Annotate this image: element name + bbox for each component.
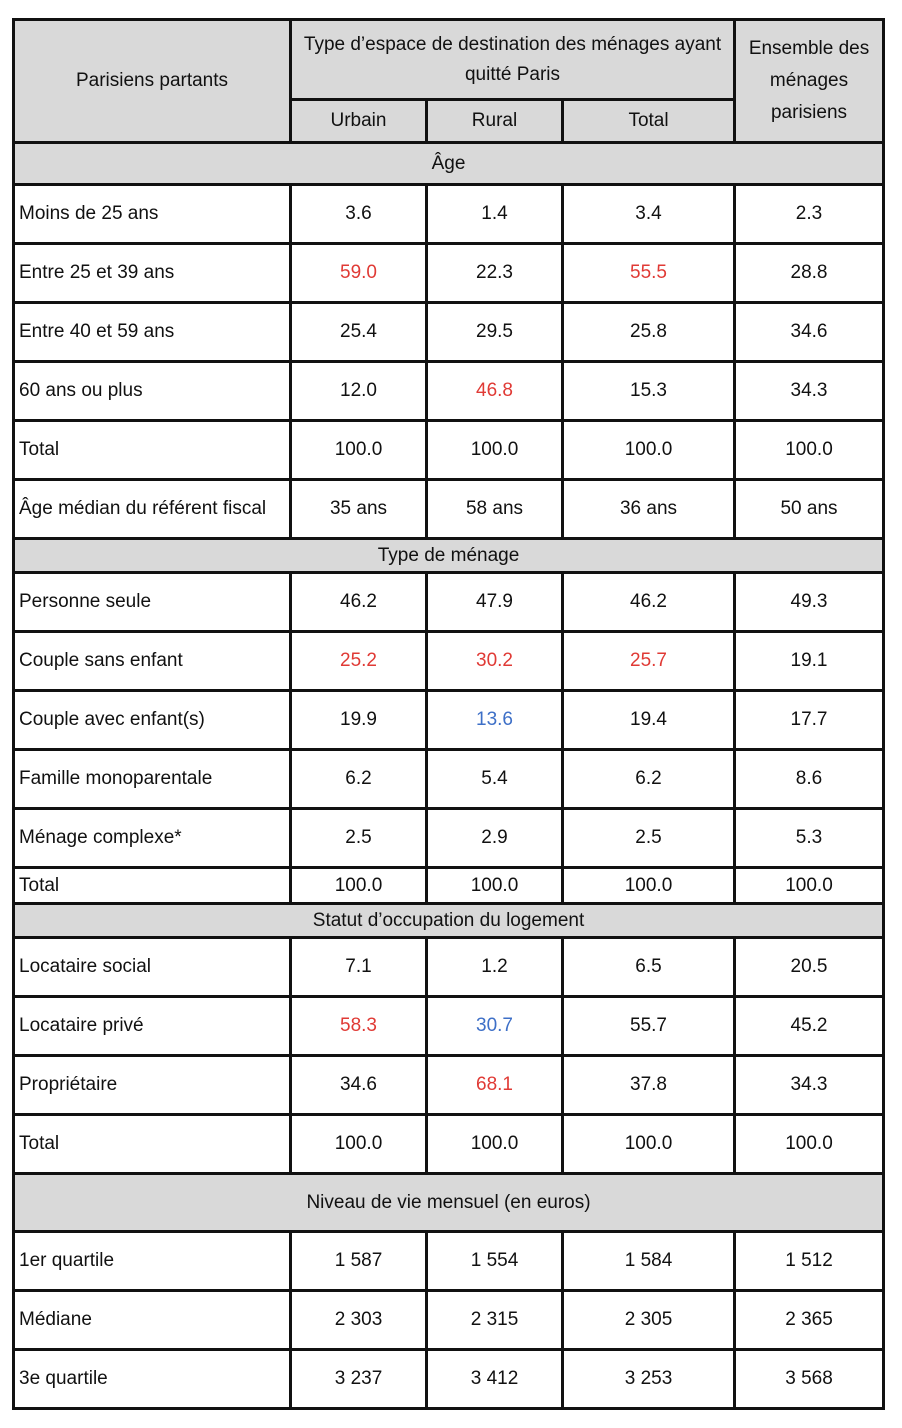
table-cell: 100.0: [563, 1115, 735, 1174]
table-cell: 1 554: [427, 1232, 563, 1291]
table-cell: 25.2: [291, 632, 427, 691]
table-cell: 100.0: [735, 868, 884, 904]
table-cell: 100.0: [563, 421, 735, 480]
section-title: Type de ménage: [14, 539, 884, 573]
table-cell: 2 365: [735, 1291, 884, 1350]
table-cell: 20.5: [735, 938, 884, 997]
table-cell: 3 237: [291, 1350, 427, 1409]
header-urbain: Urbain: [291, 100, 427, 143]
table-cell: 12.0: [291, 362, 427, 421]
table-cell: 47.9: [427, 573, 563, 632]
table-cell: 6.2: [291, 750, 427, 809]
section-title: Âge: [14, 143, 884, 185]
table-cell: 1.2: [427, 938, 563, 997]
table-cell: 2.5: [291, 809, 427, 868]
table-cell: 1.4: [427, 185, 563, 244]
section-title: Niveau de vie mensuel (en euros): [14, 1174, 884, 1232]
table-row: [14, 362, 884, 421]
table-cell: 37.8: [563, 1056, 735, 1115]
header-rural: Rural: [427, 100, 563, 143]
table-cell: 58.3: [291, 997, 427, 1056]
table-cell: 8.6: [735, 750, 884, 809]
section-row: [14, 539, 884, 573]
row-label: Total: [14, 421, 291, 480]
table-row: [14, 185, 884, 244]
table-cell: 2 305: [563, 1291, 735, 1350]
table-cell: 100.0: [563, 868, 735, 904]
data-table-container: [12, 18, 882, 1410]
table-cell: 5.3: [735, 809, 884, 868]
table-cell: 30.7: [427, 997, 563, 1056]
row-label: Âge médian du référent fiscal: [14, 480, 291, 539]
table-cell: 100.0: [427, 421, 563, 480]
table-cell: 100.0: [735, 421, 884, 480]
table-cell: 100.0: [291, 1115, 427, 1174]
row-label: Total: [14, 868, 291, 904]
table-cell: 25.7: [563, 632, 735, 691]
header-col-ensemble: Ensemble des ménages parisiens: [735, 20, 884, 143]
row-label: Médiane: [14, 1291, 291, 1350]
row-label: Entre 40 et 59 ans: [14, 303, 291, 362]
table-cell: 7.1: [291, 938, 427, 997]
table-row: [14, 1350, 884, 1409]
header-group-destination: Type d’espace de destination des ménages ayant quitté Paris: [291, 20, 735, 100]
table-cell: 3 568: [735, 1350, 884, 1409]
table-cell: 34.3: [735, 1056, 884, 1115]
row-label: Famille monoparentale: [14, 750, 291, 809]
table-cell: 19.9: [291, 691, 427, 750]
section-title: Statut d’occupation du logement: [14, 904, 884, 938]
row-label: Total: [14, 1115, 291, 1174]
table-row: [14, 244, 884, 303]
table-cell: 19.1: [735, 632, 884, 691]
table-cell: 46.2: [563, 573, 735, 632]
table-cell: 59.0: [291, 244, 427, 303]
table-cell: 6.2: [563, 750, 735, 809]
table-cell: 1 512: [735, 1232, 884, 1291]
table-row: [14, 1115, 884, 1174]
table-cell: 3 253: [563, 1350, 735, 1409]
section-row: [14, 904, 884, 938]
table-cell: 22.3: [427, 244, 563, 303]
table-cell: 1 584: [563, 1232, 735, 1291]
row-label: 60 ans ou plus: [14, 362, 291, 421]
table-row: [14, 938, 884, 997]
table-cell: 2.5: [563, 809, 735, 868]
table-cell: 34.6: [291, 1056, 427, 1115]
table-cell: 28.8: [735, 244, 884, 303]
table-row: [14, 632, 884, 691]
table-cell: 34.3: [735, 362, 884, 421]
table-row: [14, 997, 884, 1056]
table-cell: 100.0: [735, 1115, 884, 1174]
table-cell: 46.8: [427, 362, 563, 421]
row-label: Couple avec enfant(s): [14, 691, 291, 750]
table-cell: 3.4: [563, 185, 735, 244]
table-row: [14, 809, 884, 868]
table-row: [14, 868, 884, 904]
table-cell: 2 315: [427, 1291, 563, 1350]
table-cell: 15.3: [563, 362, 735, 421]
table-row: [14, 480, 884, 539]
row-label: Personne seule: [14, 573, 291, 632]
row-label: Entre 25 et 39 ans: [14, 244, 291, 303]
table-cell: 2 303: [291, 1291, 427, 1350]
table-cell: 30.2: [427, 632, 563, 691]
table-row: [14, 1056, 884, 1115]
row-label: Moins de 25 ans: [14, 185, 291, 244]
table-cell: 2.9: [427, 809, 563, 868]
row-label: 1er quartile: [14, 1232, 291, 1291]
section-row: [14, 143, 884, 185]
table-cell: 25.8: [563, 303, 735, 362]
table-cell: 68.1: [427, 1056, 563, 1115]
table-cell: 17.7: [735, 691, 884, 750]
header-col-parisiens: Parisiens partants: [14, 20, 291, 143]
table-cell: 49.3: [735, 573, 884, 632]
data-table: [12, 18, 885, 1410]
table-row: [14, 421, 884, 480]
table-row: [14, 573, 884, 632]
table-cell: 45.2: [735, 997, 884, 1056]
table-body: [14, 143, 884, 1409]
table-cell: 58 ans: [427, 480, 563, 539]
table-cell: 3 412: [427, 1350, 563, 1409]
table-row: [14, 750, 884, 809]
table-row: [14, 1232, 884, 1291]
table-cell: 6.5: [563, 938, 735, 997]
table-cell: 55.5: [563, 244, 735, 303]
section-row: [14, 1174, 884, 1232]
header-total: Total: [563, 100, 735, 143]
table-cell: 1 587: [291, 1232, 427, 1291]
row-label: Locataire social: [14, 938, 291, 997]
table-cell: 50 ans: [735, 480, 884, 539]
table-cell: 34.6: [735, 303, 884, 362]
row-label: Propriétaire: [14, 1056, 291, 1115]
table-cell: 36 ans: [563, 480, 735, 539]
row-label: Couple sans enfant: [14, 632, 291, 691]
table-cell: 29.5: [427, 303, 563, 362]
table-cell: 46.2: [291, 573, 427, 632]
table-cell: 100.0: [291, 421, 427, 480]
table-cell: 5.4: [427, 750, 563, 809]
table-cell: 19.4: [563, 691, 735, 750]
table-cell: 100.0: [427, 868, 563, 904]
row-label: 3e quartile: [14, 1350, 291, 1409]
table-row: [14, 691, 884, 750]
table-cell: 25.4: [291, 303, 427, 362]
table-row: [14, 303, 884, 362]
table-cell: 100.0: [291, 868, 427, 904]
table-cell: 100.0: [427, 1115, 563, 1174]
table-cell: 55.7: [563, 997, 735, 1056]
table-cell: 2.3: [735, 185, 884, 244]
row-label: Ménage complexe*: [14, 809, 291, 868]
row-label: Locataire privé: [14, 997, 291, 1056]
table-cell: 35 ans: [291, 480, 427, 539]
table-cell: 3.6: [291, 185, 427, 244]
table-cell: 13.6: [427, 691, 563, 750]
table-row: [14, 1291, 884, 1350]
